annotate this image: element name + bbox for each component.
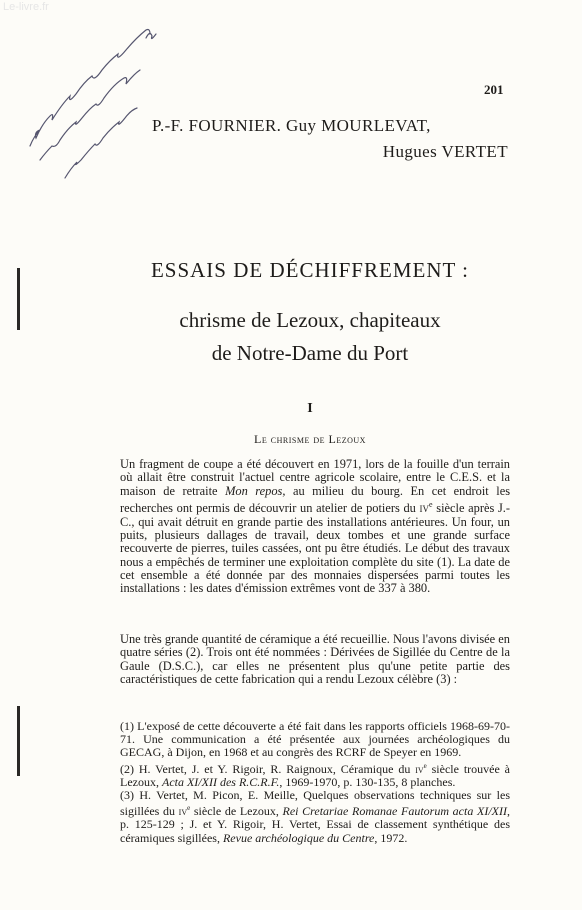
page-number: 201 — [484, 82, 504, 97]
fn3-italic-1: Rei Cretariae Romanae Fautorum acta XI/XII — [282, 804, 507, 819]
fn3-sup: e — [187, 804, 191, 813]
fn2-text-a: (2) H. Vertet, J. et Y. Rigoir, R. Raignoux, Céramique du — [120, 761, 416, 776]
fn2-century: iv — [415, 761, 424, 776]
authors-line-1: P.-F. FOURNIER. Guy MOURLEVAT, — [152, 116, 431, 135]
left-margin-bar-bottom — [17, 706, 20, 776]
fn2-italic: Acta XI/XII des R.C.R.F. — [161, 774, 280, 789]
p1-italic: Mon repos, — [225, 483, 286, 498]
subtitle-line-1: chrisme de Lezoux, chapiteaux — [179, 308, 441, 332]
footnotes — [120, 720, 510, 845]
fn3-text-a: (3) H. Vertet, M. Picon, E. Meille, Quelques observations techniques sur les sigillées du — [120, 788, 510, 819]
fn3-century: iv — [178, 804, 188, 819]
watermark: Le-livre.fr — [3, 1, 49, 13]
left-margin-bar-top — [17, 268, 20, 330]
fn3-text-b: siècle de Lezoux, — [190, 804, 283, 819]
fn3-text-d: , 1972. — [374, 830, 408, 845]
article-subtitle — [100, 304, 520, 370]
fn3-italic-2: Revue archéologique du Centre — [222, 830, 375, 845]
p1-text-b: au milieu du bourg. En cet endroit les recherches ont permis de découvrir un atelier de potiers du — [120, 483, 511, 516]
fn2-sup: e — [423, 761, 427, 770]
paragraph-2 — [120, 633, 510, 686]
footnote-1: (1) L'exposé de cette découverte a été fait dans les rapports officiels 1968-69-70-71. Une communication a été présentée aux journées archéologiques du GECAG, à Dijon, en 1968 et au congrès des RCRF de Speyer en 1969. — [120, 719, 510, 760]
article-title: ESSAIS DE DÉCHIFFREMENT : — [150, 258, 470, 282]
section-title: Le chrisme de Lezoux — [254, 432, 366, 446]
footnote-2 — [120, 760, 510, 789]
authors-line-2: Hugues VERTET — [382, 142, 508, 161]
p1-century: iv — [419, 501, 430, 516]
fn3-text-c: , p. 125-129 ; J. et Y. Rigoir, H. Vertet, Essai de classement synthétique des céramiques sigillées, — [120, 804, 510, 845]
p1-text-c: siècle après J.-C., qui avait détruit en grande partie des installations antérieures. Un four, un puits, plusieurs dallages de travail, deux tombes et une grande surface recouverte de pierres, tuiles cassées, ont pu être étudiés. Le début des travaux nous a empêchés de terminer une exploitation complète du site (1). La date de cet ensemble a été donnée par des monnaies dispersées parmi toutes les installations : les dates d'émission extrêmes vont de 337 à 380. — [120, 501, 510, 596]
section-numeral: I — [307, 401, 313, 416]
footnote-3 — [120, 789, 510, 845]
p1-text-a: Un fragment de coupe a été découvert en 1971, lors de la fouille d'un terrain où allait être construit l'actuel centre agricole scolaire, entre le C.E.S. et la maison de retraite — [120, 457, 510, 498]
subtitle-line-2: de Notre-Dame du Port — [211, 341, 409, 365]
fn2-text-c: , 1969-1970, p. 130-135, 8 planches. — [279, 774, 456, 789]
fn2-text-b: siècle trouvée à Lezoux, — [120, 761, 511, 789]
p2-text: Une très grande quantité de céramique a été recueillie. Nous l'avons divisée en quatre séries (2). Trois ont été nommées : Dérivées de Sigillée du Centre de la Gaule (D.S.C.), car elles ne présentent plus qu'une petite partie des caractéristiques de cette fabrication qui a rendu Lezoux célèbre (3) : — [120, 632, 510, 687]
paragraph-1 — [120, 458, 510, 596]
p1-sup: e — [429, 500, 433, 510]
handwritten-dedication — [10, 8, 180, 183]
